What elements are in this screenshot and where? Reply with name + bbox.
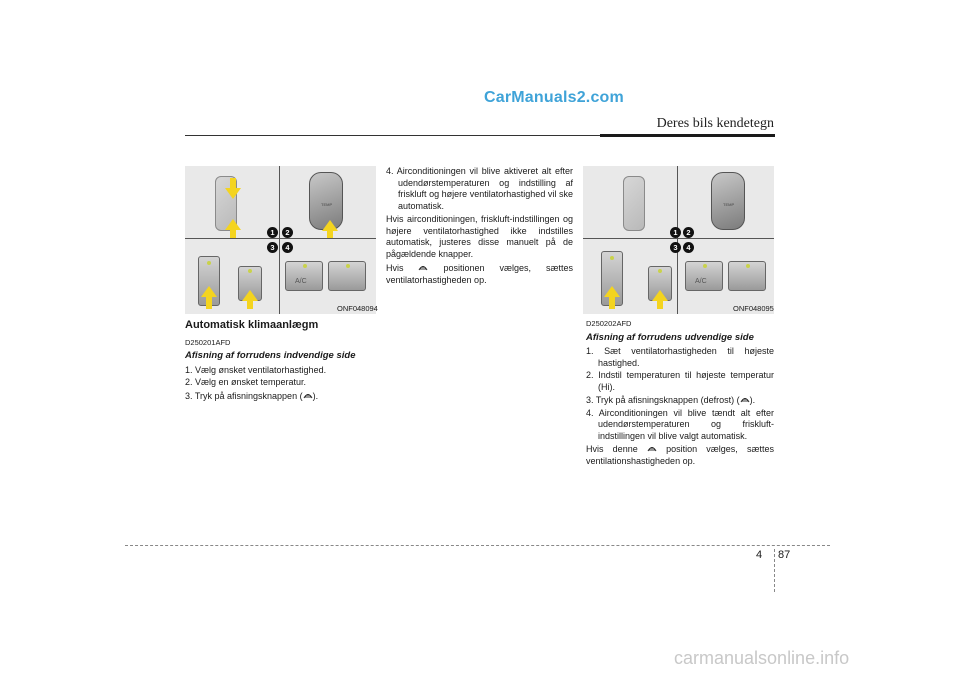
figure-code-right: ONF048095 — [733, 304, 774, 313]
figure-divider-vertical — [279, 166, 280, 314]
defrost-icon — [647, 443, 657, 453]
step-1: 1. Sæt ventilatorhastigheden til højeste hastighed. — [586, 346, 774, 368]
arrow-defrost — [201, 286, 217, 297]
left-column — [185, 314, 376, 403]
defrost-icon — [740, 394, 750, 404]
step-1: 1. Vælg ønsket ventilatorhastighed. — [185, 364, 327, 375]
step-4: 4. Airconditioningen vil blive tændt alt efter udendørstemperaturen og friskluft-indstillingen vil blive valgt automatisk. — [586, 407, 774, 441]
manual-adjust-note: Hvis airconditioningen, friskluft-indstillingen og højere ventilatorhastighed ikke indstilles automatisk, justeres disse manuelt på de pågældende knapper. — [386, 214, 573, 259]
subheading-outside-defrost: Afisning af forrudens udvendige side — [586, 331, 754, 343]
defrost-position-note: Hvis positionen vælges, sættes ventilatorhastigheden op. — [386, 263, 573, 285]
middle-column — [386, 166, 573, 287]
page-number: 87 — [778, 549, 791, 561]
figure-climate-controls-left: 1 TEMP 2 3 A/C 4 — [185, 166, 376, 314]
step-4: 4. Airconditioningen vil blive aktiveret alt efter udendørstemperaturen og indstilling af friskluft og højere ventilatorhastighed vil ske automatisk. — [386, 166, 573, 211]
header-bar — [600, 134, 775, 137]
figure-code-left: ONF048094 — [337, 304, 378, 313]
fan-speed-switch — [623, 176, 645, 231]
figure-divider-horizontal — [583, 238, 774, 239]
callout-1: 1 — [267, 227, 278, 238]
step-2: 2. Vælg en ønsket temperatur. — [185, 377, 307, 387]
watermark-bottom: carmanualsonline.info — [674, 648, 850, 668]
arrow-fan-up — [225, 188, 241, 199]
heading-automatic-climate: Automatisk klimaanlægm — [185, 319, 319, 331]
step-3: 3. Tryk på afisningsknappen (defrost) ( ). — [586, 395, 756, 405]
step-3: 3. Tryk på afisningsknappen ( ). — [185, 390, 319, 401]
chapter-number: 4 — [756, 549, 763, 561]
section-title: Deres bils kendetegn — [656, 116, 774, 131]
right-column — [586, 318, 774, 468]
callout-3: 3 — [670, 242, 681, 253]
callout-2: 2 — [683, 227, 694, 238]
arrow-temp-up — [322, 220, 338, 231]
defrost-icon — [418, 262, 428, 272]
step-2: 2. Indstil temperaturen til højeste temperatur (Hi). — [586, 370, 774, 392]
callout-4: 4 — [282, 242, 293, 253]
callout-2: 2 — [282, 227, 293, 238]
defrost-icon — [303, 390, 313, 400]
arrow-fan-down — [225, 219, 241, 230]
section-code-2: D250202AFD — [586, 319, 632, 328]
subheading-inside-defrost: Afisning af forrudens indvendige side — [185, 350, 356, 361]
callout-1: 1 — [670, 227, 681, 238]
figure-divider-vertical — [677, 166, 678, 314]
arrow-defrost — [604, 286, 620, 297]
temp-knob — [711, 172, 745, 230]
figure-climate-controls-right: 1 TEMP 2 3 A/C 4 — [583, 166, 774, 314]
callout-4: 4 — [683, 242, 694, 253]
section-code-1: D250201AFD — [185, 337, 231, 347]
watermark-top: CarManuals2.com — [484, 89, 624, 106]
page-separator — [774, 549, 775, 592]
footer-rule — [125, 545, 830, 546]
callout-3: 3 — [267, 242, 278, 253]
defrost-position-note: Hvis denne position vælges, sættes ventilationshastigheden op. — [586, 444, 774, 466]
figure-divider-horizontal — [185, 238, 376, 239]
